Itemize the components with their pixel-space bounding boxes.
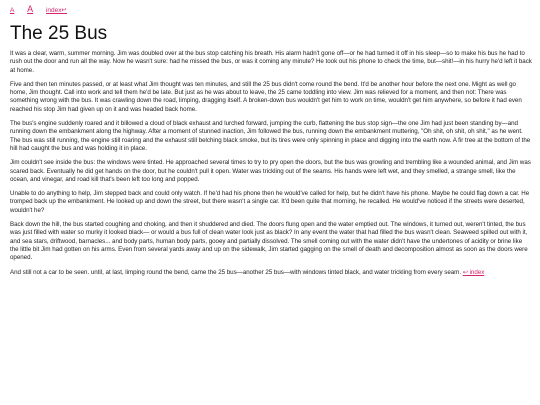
paragraph-last [10,269,532,277]
increase-font-link[interactable]: A [27,4,34,14]
paragraph: The bus's engine suddenly roared and it billowed a cloud of black exhaust and lurched forward, jumping the curb, flattening the bus stop sign—the one Jim had just been standing by—and running down the embankment along the highway. After a moment of stunned inaction, Jim followed the bus, running down the embankment muttering, "Oh shit, oh shit, oh shit," as he went. The bus was still running, the engine still roaring and the exhaust still belching black smoke, but its tires were only spinning in place and digging into the earth now. A fir tree at the bottom of the hill had caught the bus and was holding it in place. [10,120,531,152]
top-nav [10,5,78,15]
paragraph: Jim couldn't see inside the bus: the windows were tinted. He approached several times to try to pry open the doors, but the bus was growling and trembling like a wounded animal, and Jim was scared back. Eventually he did get hands on the door, but he couldn't pull it open. Water was trickling out of the seams. His hands were left wet, and they smelled, a strange smell, like the ocean, and vinegar, and road kill that's been left too long and popped. [10,159,531,183]
story-text [10,50,532,277]
paragraph: Unable to do anything to help, Jim stepped back and could only watch. If he'd had his phone then he would've called for help, but he didn't have his phone. Maybe he could flag down a car. He tromped back up the embankment. He looked up and down the street, but there wasn't a single car. It'd been quite that morning, he recalled. He would've noticed if the streets were deserted, wouldn't he? [10,190,530,214]
index-link[interactable]: index↵ [45,7,67,14]
back-to-index-link[interactable]: ↩ index [462,268,485,276]
decrease-font-link[interactable]: A [10,7,15,14]
paragraph-text: And still not a car to be seen. until, at last, limping round the bend, came the 25 bus—another 25 bus—with windows tinted black, and water trickling from every seam. [10,268,462,276]
paragraph: Back down the hill, the bus started coughing and choking, and then it shuddered and died. The doors flung open and the water emptied out. The windows, it turned out, weren't tinted, the bus was just filled with water so murky it looked black— or would a bus full of clean water look just as black? In any event the water that had filled the bus wasn't clean. Seaweed spilled out with it, and sea stars, driftwood, barnacles... and body parts, human body parts, gooey and partially dissolved. The smell coming out with the water didn't have the undertones of acidity or brine like the little bit Jim had gotten on his arms. Even from several yards away and up on the sidewalk, Jim started gagging on the smell of death and decomposition almost as soon as the doors were opened. [10,221,528,262]
paragraph: It was a clear, warm, summer morning. Jim was doubled over at the bus stop catching his breath. His alarm hadn't gone off—or he had turned it off in his sleep—so to make his bus he had to rush out the door and run all the way. Now he wasn't sure: had he missed the bus, or was it coming any minute? He took out his phone to check the time, but—shit!—in his hurry he'd left it back at home. [10,50,532,74]
page-title: The 25 Bus [10,23,108,44]
paragraph: Five and then ten minutes passed, or at least what Jim thought was ten minutes, and still the 25 bus didn't come round the bend. It'd be another hour before the next one. Might as well go home, Jim thought. Call into work and tell them he'd be late. But just as he was about to leave, the 25 came toddling into view. Jim was relieved for a moment, and then not: There was something wrong with the bus. It was crawling down the road, limping, dragging itself. A broken-down bus wouldn't get him to work on time, wouldn't get him anywhere, so before it had even reached his stop Jim had given up on it and was headed back home. [10,80,522,113]
